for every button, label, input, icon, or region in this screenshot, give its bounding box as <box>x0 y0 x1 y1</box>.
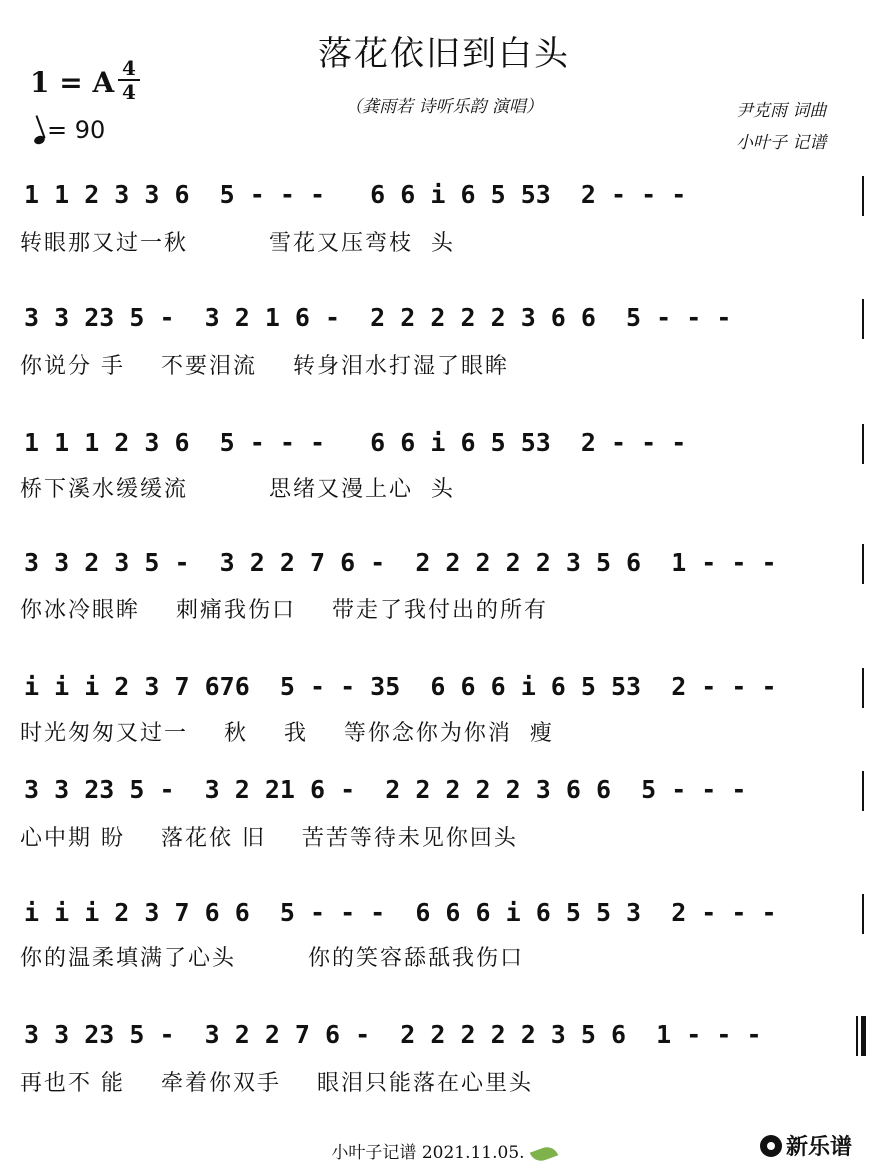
barline <box>862 668 864 708</box>
barline <box>862 544 864 584</box>
lyrics-row-4: 你冰冷眼眸 刺痛我伤口 带走了我付出的所有 <box>20 598 548 623</box>
lyrics-row-5: 时光匆匆又过一 秋 我 等你念你为你消 瘦 <box>20 721 554 746</box>
barline <box>862 299 864 339</box>
notation-row-3: 1 1 1 2 3 6 5 - - - 6 6 i 6 5 53 2 - - - <box>24 428 687 457</box>
lyrics-row-2: 你说分 手 不要泪流 转身泪水打湿了眼眸 <box>20 354 509 379</box>
notation-row-2: 3 3 23 5 - 3 2 1 6 - 2 2 2 2 2 3 6 6 5 - - - <box>24 303 732 332</box>
logo-text: 新乐谱 <box>786 1135 853 1160</box>
tempo-value: = 90 <box>47 116 106 144</box>
site-logo <box>760 1130 852 1161</box>
final-barline-thin <box>856 1016 858 1056</box>
time-signature-top: 4 <box>122 56 136 80</box>
notation-row-1: 1 1 2 3 3 6 5 - - - 6 6 i 6 5 53 2 - - - <box>24 180 687 209</box>
tempo-marking <box>34 116 105 144</box>
leaf-icon <box>529 1144 558 1164</box>
barline <box>862 176 864 216</box>
record-logo-icon <box>760 1135 782 1157</box>
notation-row-4: 3 3 2 3 5 - 3 2 2 7 6 - 2 2 2 2 2 3 5 6 1 - - - <box>24 548 777 577</box>
performer-subtitle: （龚雨若 诗听乐韵 演唱） <box>345 97 543 117</box>
transcriber-credit: 小叶子 记谱 <box>736 133 827 153</box>
transcription-footer <box>0 1138 888 1163</box>
lyricist-credit: 尹克雨 词曲 <box>736 101 827 121</box>
notation-row-8: 3 3 23 5 - 3 2 2 7 6 - 2 2 2 2 2 3 5 6 1 - - - <box>24 1020 762 1049</box>
key-signature: 1 = A <box>30 66 115 99</box>
lyrics-row-1: 转眼那又过一秋 雪花又压弯枝 头 <box>20 231 455 256</box>
barline <box>862 771 864 811</box>
final-barline-thick <box>861 1016 866 1056</box>
lyrics-row-3: 桥下溪水缓缓流 思绪又漫上心 头 <box>20 477 455 502</box>
lyrics-row-8: 再也不 能 牵着你双手 眼泪只能落在心里头 <box>20 1071 533 1096</box>
lyrics-row-6: 心中期 盼 落花依 旧 苦苦等待未见你回头 <box>20 826 518 851</box>
song-title: 落花依旧到白头 <box>318 34 570 74</box>
barline <box>862 894 864 934</box>
time-signature <box>118 58 140 102</box>
notation-row-5: i i i 2 3 7 676 5 - - 35 6 6 6 i 6 5 53 2 - - - <box>24 672 777 701</box>
quarter-note-icon <box>33 134 46 145</box>
lyrics-row-7: 你的温柔填满了心头 你的笑容舔舐我伤口 <box>20 946 524 971</box>
notation-row-7: i i i 2 3 7 6 6 5 - - - 6 6 6 i 6 5 5 3 2 - - - <box>24 898 777 927</box>
footer-text: 小叶子记谱 2021.11.05. <box>331 1143 525 1163</box>
time-signature-bottom: 4 <box>122 80 136 104</box>
notation-row-6: 3 3 23 5 - 3 2 21 6 - 2 2 2 2 2 3 6 6 5 - - - <box>24 775 747 804</box>
barline <box>862 424 864 464</box>
